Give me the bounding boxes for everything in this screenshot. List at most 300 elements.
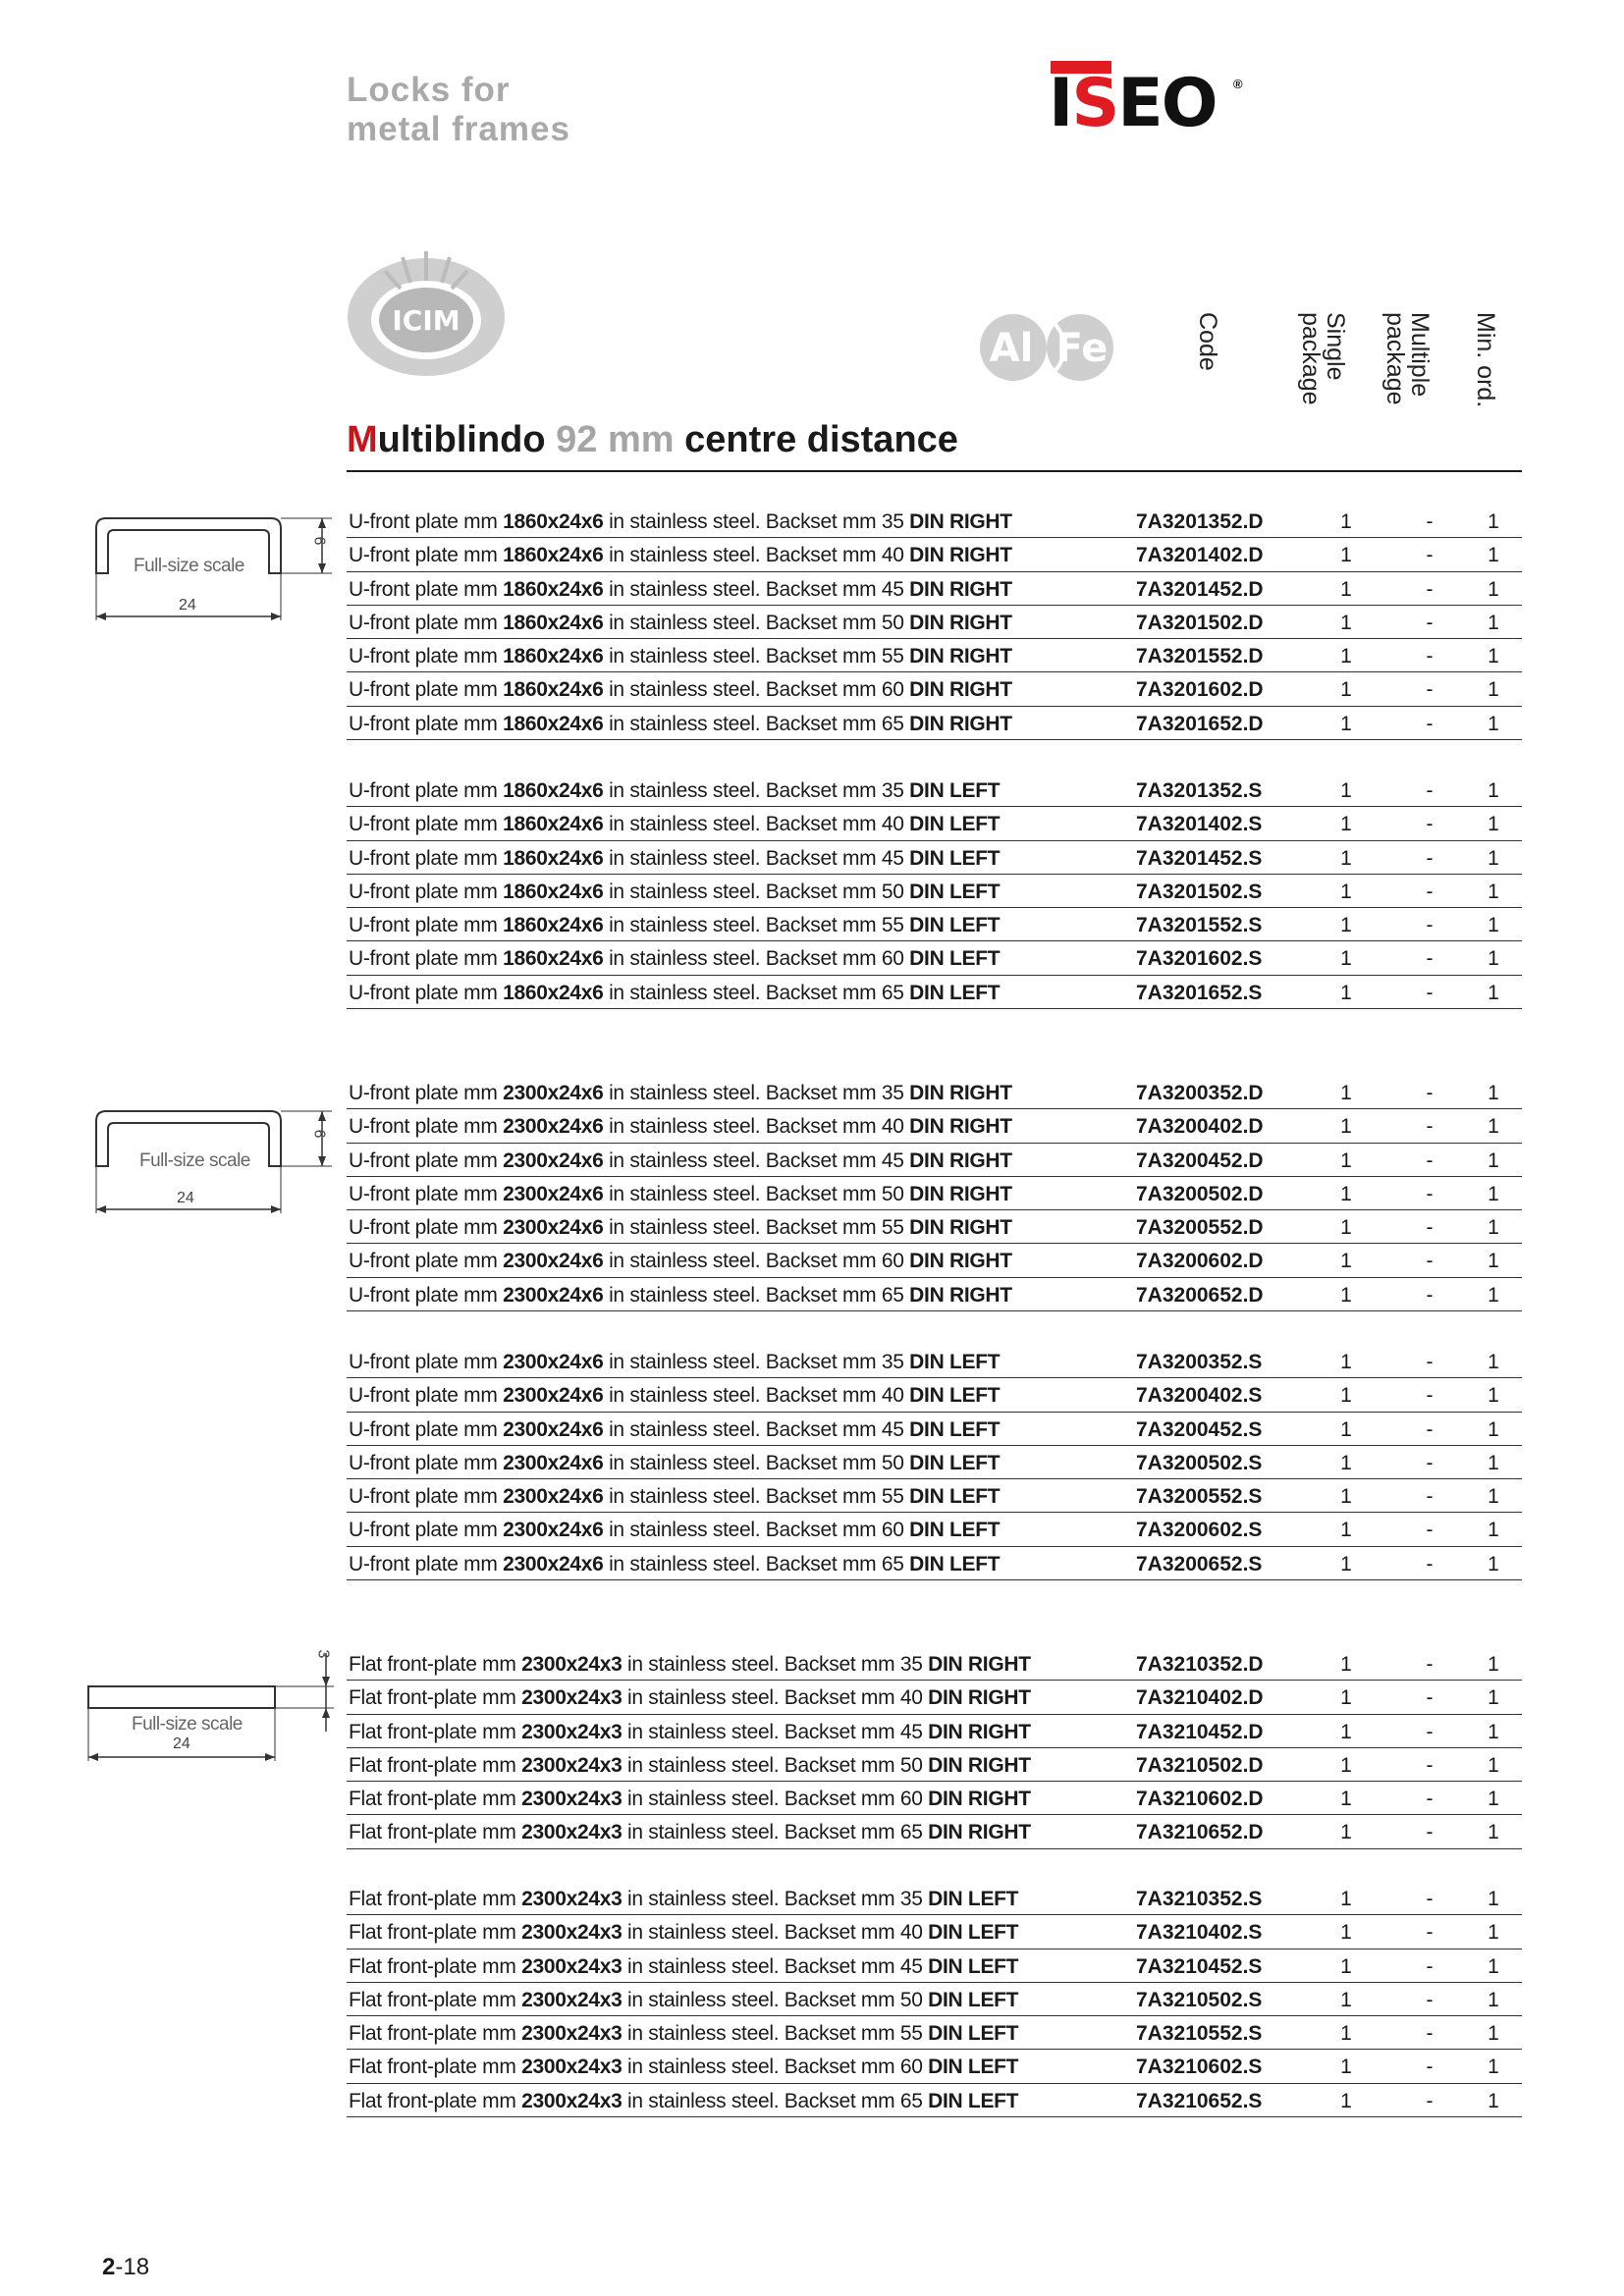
- height-dimension: 6: [310, 1129, 328, 1139]
- catalog-title-line1: Locks for: [347, 71, 511, 109]
- description-prefix: Flat front-plate mm: [349, 1954, 522, 1978]
- product-description: [349, 510, 1012, 534]
- multiple-package: -: [1426, 846, 1434, 870]
- multiple-package: -: [1426, 947, 1434, 971]
- description-prefix: U-front plate mm: [349, 510, 504, 533]
- product-description: [349, 1888, 1018, 1911]
- product-description: [349, 2022, 1018, 2046]
- product-code: 7A3210352.S: [1136, 1888, 1263, 1910]
- description-prefix: U-front plate mm: [349, 1451, 504, 1474]
- table-row: [347, 1715, 1522, 1748]
- product-code: 7A3210452.D: [1136, 1720, 1264, 1743]
- description-side: DIN LEFT: [909, 1384, 1001, 1408]
- product-description: [349, 1351, 1000, 1374]
- table-row: [347, 1109, 1522, 1143]
- column-header-single-text: Single package: [1297, 312, 1349, 405]
- table-row: [347, 841, 1522, 875]
- description-backset: in stainless steel. Backset mm 45: [603, 1417, 910, 1441]
- description-side: DIN LEFT: [909, 813, 1001, 836]
- table-row: [347, 1446, 1522, 1479]
- product-code: 7A3201452.D: [1136, 577, 1264, 601]
- single-package: 1: [1340, 678, 1352, 702]
- single-package: 1: [1340, 1753, 1352, 1777]
- product-description: [349, 847, 1000, 871]
- u-profile-drawing-2: [86, 1107, 342, 1220]
- table-row: [347, 1378, 1522, 1412]
- section-distance: 92 mm: [556, 419, 675, 460]
- section-title-rest: ultiblindo: [377, 419, 546, 460]
- product-group-3: [347, 1076, 1522, 1311]
- description-prefix: Flat front-plate mm: [349, 1753, 522, 1777]
- description-size: 2300x24x3: [521, 2056, 623, 2079]
- product-code: 7A3201402.S: [1136, 813, 1263, 836]
- multiple-package: -: [1426, 544, 1434, 567]
- multiple-package: -: [1426, 1182, 1434, 1205]
- table-row: [347, 1345, 1522, 1378]
- description-size: 2300x24x6: [503, 1283, 604, 1307]
- product-description: [349, 1149, 1012, 1173]
- description-side: DIN LEFT: [909, 947, 1001, 971]
- min-order: 1: [1488, 2022, 1499, 2046]
- min-order: 1: [1488, 1216, 1499, 1240]
- product-description: [349, 1216, 1012, 1240]
- description-side: DIN LEFT: [909, 1485, 1001, 1509]
- product-code: 7A3200652.D: [1136, 1283, 1264, 1307]
- product-description: [349, 1082, 1012, 1105]
- single-package: 1: [1340, 1821, 1352, 1844]
- description-backset: in stainless steel. Backset mm 60: [603, 678, 910, 702]
- single-package: 1: [1340, 981, 1352, 1004]
- multiple-package: -: [1426, 2022, 1434, 2046]
- product-code: 7A3210602.S: [1136, 2056, 1263, 2079]
- description-side: DIN RIGHT: [909, 1182, 1012, 1205]
- product-group-2: [347, 774, 1522, 1009]
- single-package: 1: [1340, 1384, 1352, 1408]
- single-package: 1: [1340, 2056, 1352, 2079]
- multiple-package: -: [1426, 914, 1434, 937]
- description-size: 2300x24x3: [521, 1788, 623, 1811]
- min-order: 1: [1488, 712, 1499, 735]
- scale-label: Full-size scale: [134, 556, 244, 576]
- product-code: 7A3201502.D: [1136, 611, 1264, 634]
- description-size: 1860x24x6: [503, 678, 604, 702]
- product-description: [349, 1183, 1012, 1206]
- multiple-package: -: [1426, 1082, 1434, 1104]
- iseo-logo: [1049, 61, 1245, 142]
- product-description: [349, 1519, 1000, 1542]
- description-prefix: U-front plate mm: [349, 846, 504, 870]
- min-order: 1: [1488, 1082, 1499, 1104]
- description-prefix: Flat front-plate mm: [349, 1888, 522, 1910]
- catalog-title-line2: metal frames: [347, 110, 570, 148]
- single-package: 1: [1340, 712, 1352, 735]
- min-order: 1: [1488, 1115, 1499, 1139]
- description-size: 1860x24x6: [503, 645, 604, 668]
- description-backset: in stainless steel. Backset mm 65: [622, 1821, 929, 1844]
- product-description: [349, 612, 1012, 635]
- table-row: [347, 1815, 1522, 1848]
- table-row: [347, 1144, 1522, 1177]
- description-prefix: U-front plate mm: [349, 1216, 504, 1240]
- description-side: DIN LEFT: [909, 1351, 1001, 1373]
- column-header-multiple-text: Multiple package: [1381, 312, 1434, 405]
- product-description: [349, 914, 1000, 937]
- product-description: [349, 982, 1000, 1005]
- description-prefix: U-front plate mm: [349, 1485, 504, 1509]
- product-code: 7A3210552.S: [1136, 2022, 1263, 2046]
- product-code: 7A3210652.D: [1136, 1821, 1264, 1844]
- multiple-package: -: [1426, 645, 1434, 668]
- min-order: 1: [1488, 611, 1499, 634]
- description-backset: in stainless steel. Backset mm 55: [622, 2022, 929, 2046]
- description-prefix: Flat front-plate mm: [349, 2056, 522, 2079]
- multiple-package: -: [1426, 1653, 1434, 1676]
- description-side: DIN LEFT: [928, 2056, 1019, 2079]
- multiple-package: -: [1426, 678, 1434, 702]
- product-code: 7A3210502.S: [1136, 1988, 1263, 2011]
- product-description: [349, 1989, 1018, 2012]
- page-number: [102, 2254, 149, 2281]
- column-header-single: [1297, 312, 1391, 430]
- single-package: 1: [1340, 1351, 1352, 1373]
- description-backset: in stainless steel. Backset mm 60: [603, 1250, 910, 1273]
- description-prefix: Flat front-plate mm: [349, 2089, 522, 2112]
- min-order: 1: [1488, 947, 1499, 971]
- description-prefix: U-front plate mm: [349, 1115, 504, 1139]
- description-prefix: U-front plate mm: [349, 880, 504, 903]
- description-side: DIN RIGHT: [909, 544, 1012, 567]
- description-prefix: Flat front-plate mm: [349, 1821, 522, 1844]
- table-row: [347, 1681, 1522, 1714]
- description-prefix: U-front plate mm: [349, 981, 504, 1004]
- description-prefix: Flat front-plate mm: [349, 1921, 522, 1945]
- description-side: DIN LEFT: [909, 846, 1001, 870]
- section-title-initial: M: [347, 419, 378, 460]
- min-order: 1: [1488, 1552, 1499, 1575]
- product-description: [349, 779, 1000, 803]
- single-package: 1: [1340, 611, 1352, 634]
- single-package: 1: [1340, 1250, 1352, 1273]
- product-code: 7A3201452.S: [1136, 846, 1263, 870]
- product-code: 7A3200552.S: [1136, 1485, 1263, 1509]
- description-side: DIN LEFT: [909, 779, 1001, 802]
- multiple-package: -: [1426, 1250, 1434, 1273]
- single-package: 1: [1340, 1451, 1352, 1474]
- product-code: 7A3201652.S: [1136, 981, 1263, 1004]
- description-prefix: Flat front-plate mm: [349, 1788, 522, 1811]
- description-size: 2300x24x3: [521, 2022, 623, 2046]
- description-size: 2300x24x6: [503, 1148, 604, 1172]
- description-prefix: U-front plate mm: [349, 947, 504, 971]
- product-description: [349, 1788, 1031, 1811]
- single-package: 1: [1340, 1283, 1352, 1307]
- product-code: 7A3200502.S: [1136, 1451, 1263, 1474]
- table-row: [347, 1076, 1522, 1109]
- description-backset: in stainless steel. Backset mm 55: [603, 914, 910, 937]
- scale-label: Full-size scale: [132, 1714, 243, 1735]
- flat-profile-drawing: [86, 1645, 342, 1768]
- min-order: 1: [1488, 1283, 1499, 1307]
- product-code: 7A3200402.S: [1136, 1384, 1263, 1408]
- table-row: [347, 1882, 1522, 1915]
- description-backset: in stainless steel. Backset mm 50: [603, 1182, 910, 1205]
- product-group-4: [347, 1345, 1522, 1580]
- icim-seal-icon: [344, 243, 511, 381]
- description-size: 1860x24x6: [503, 880, 604, 903]
- al-fe-material-icon: [978, 312, 1125, 383]
- single-package: 1: [1340, 1519, 1352, 1542]
- description-size: 2300x24x3: [521, 1720, 623, 1743]
- description-backset: in stainless steel. Backset mm 35: [622, 1653, 929, 1676]
- product-description: [349, 1955, 1018, 1979]
- description-size: 2300x24x6: [503, 1384, 604, 1408]
- description-size: 2300x24x6: [503, 1485, 604, 1509]
- scale-label: Full-size scale: [139, 1150, 250, 1171]
- multiple-package: -: [1426, 510, 1434, 533]
- min-order: 1: [1488, 1451, 1499, 1474]
- description-side: DIN RIGHT: [909, 1148, 1012, 1172]
- description-size: 2300x24x6: [503, 1115, 604, 1139]
- width-dimension: 24: [173, 1735, 190, 1752]
- product-code: 7A3210452.S: [1136, 1954, 1263, 1978]
- description-backset: in stainless steel. Backset mm 40: [603, 813, 910, 836]
- product-description: [349, 881, 1000, 904]
- table-row: [347, 2084, 1522, 2117]
- table-row: [347, 538, 1522, 571]
- description-size: 2300x24x6: [503, 1417, 604, 1441]
- product-code: 7A3200352.S: [1136, 1351, 1263, 1373]
- description-prefix: Flat front-plate mm: [349, 1988, 522, 2011]
- product-code: 7A3201602.S: [1136, 947, 1263, 971]
- single-package: 1: [1340, 1115, 1352, 1139]
- description-side: DIN LEFT: [909, 880, 1001, 903]
- product-code: 7A3201352.S: [1136, 779, 1263, 802]
- description-backset: in stainless steel. Backset mm 50: [603, 1451, 910, 1474]
- description-size: 2300x24x3: [521, 1821, 623, 1844]
- table-row: [347, 1915, 1522, 1949]
- single-package: 1: [1340, 544, 1352, 567]
- description-size: 2300x24x3: [521, 1921, 623, 1945]
- description-backset: in stainless steel. Backset mm 60: [603, 1519, 910, 1542]
- min-order: 1: [1488, 1485, 1499, 1509]
- multiple-package: -: [1426, 779, 1434, 802]
- icim-label: ICIM: [392, 304, 460, 337]
- min-order: 1: [1488, 510, 1499, 533]
- description-side: DIN RIGHT: [909, 577, 1012, 601]
- description-backset: in stainless steel. Backset mm 40: [603, 544, 910, 567]
- product-description: [349, 1921, 1018, 1945]
- material-fe: Fe: [1056, 326, 1109, 371]
- description-backset: in stainless steel. Backset mm 45: [603, 577, 910, 601]
- description-backset: in stainless steel. Backset mm 40: [603, 1384, 910, 1408]
- product-description: [349, 2056, 1018, 2079]
- description-side: DIN RIGHT: [909, 510, 1012, 533]
- single-package: 1: [1340, 1921, 1352, 1945]
- logo-part2: EO: [1117, 65, 1217, 142]
- description-prefix: U-front plate mm: [349, 914, 504, 937]
- description-side: DIN LEFT: [928, 1921, 1019, 1945]
- multiple-package: -: [1426, 2089, 1434, 2112]
- min-order: 1: [1488, 846, 1499, 870]
- description-backset: in stainless steel. Backset mm 40: [603, 1115, 910, 1139]
- product-description: [349, 1821, 1031, 1844]
- product-description: [349, 1686, 1031, 1710]
- single-package: 1: [1340, 1788, 1352, 1811]
- description-side: DIN RIGHT: [909, 611, 1012, 634]
- product-description: [349, 1115, 1012, 1139]
- product-description: [349, 1284, 1012, 1308]
- multiple-package: -: [1426, 1283, 1434, 1307]
- product-description: [349, 1653, 1031, 1677]
- table-row: [347, 1547, 1522, 1580]
- description-prefix: U-front plate mm: [349, 544, 504, 567]
- product-group-1: [347, 505, 1522, 740]
- description-size: 1860x24x6: [503, 712, 604, 735]
- description-backset: in stainless steel. Backset mm 55: [603, 1216, 910, 1240]
- description-prefix: U-front plate mm: [349, 1417, 504, 1441]
- table-row: [347, 774, 1522, 807]
- description-backset: in stainless steel. Backset mm 40: [622, 1686, 929, 1710]
- description-side: DIN RIGHT: [909, 712, 1012, 735]
- min-order: 1: [1488, 1720, 1499, 1743]
- product-code: 7A3200452.S: [1136, 1417, 1263, 1441]
- description-prefix: Flat front-plate mm: [349, 1653, 522, 1676]
- single-package: 1: [1340, 1148, 1352, 1172]
- description-backset: in stainless steel. Backset mm 65: [603, 1283, 910, 1307]
- single-package: 1: [1340, 779, 1352, 802]
- table-row: [347, 606, 1522, 639]
- multiple-package: -: [1426, 611, 1434, 634]
- min-order: 1: [1488, 914, 1499, 937]
- product-description: [349, 813, 1000, 836]
- u-profile-drawing-1: [86, 514, 342, 627]
- table-row: [347, 707, 1522, 740]
- min-order: 1: [1488, 779, 1499, 802]
- single-package: 1: [1340, 2022, 1352, 2046]
- description-side: DIN RIGHT: [928, 1753, 1031, 1777]
- product-code: 7A3201652.D: [1136, 712, 1264, 735]
- single-package: 1: [1340, 1686, 1352, 1710]
- min-order: 1: [1488, 1653, 1499, 1676]
- min-order: 1: [1488, 1148, 1499, 1172]
- min-order: 1: [1488, 1351, 1499, 1373]
- multiple-package: -: [1426, 1788, 1434, 1811]
- table-row: [347, 2050, 1522, 2083]
- description-side: DIN LEFT: [909, 1552, 1001, 1575]
- description-size: 2300x24x6: [503, 1216, 604, 1240]
- description-backset: in stainless steel. Backset mm 45: [603, 1148, 910, 1172]
- table-row: [347, 1413, 1522, 1446]
- column-header-code: [1175, 312, 1264, 430]
- table-row: [347, 672, 1522, 706]
- section-title: [347, 417, 958, 462]
- description-size: 2300x24x6: [503, 1250, 604, 1273]
- min-order: 1: [1488, 1250, 1499, 1273]
- multiple-package: -: [1426, 1485, 1434, 1509]
- table-row: [347, 1748, 1522, 1782]
- description-side: DIN LEFT: [909, 914, 1001, 937]
- min-order: 1: [1488, 1821, 1499, 1844]
- description-backset: in stainless steel. Backset mm 50: [622, 1988, 929, 2011]
- table-row: [347, 505, 1522, 538]
- min-order: 1: [1488, 1988, 1499, 2011]
- description-size: 2300x24x6: [503, 1082, 604, 1104]
- min-order: 1: [1488, 2056, 1499, 2079]
- single-package: 1: [1340, 1182, 1352, 1205]
- multiple-package: -: [1426, 813, 1434, 836]
- table-row: [347, 1782, 1522, 1815]
- product-description: [349, 713, 1012, 736]
- description-size: 1860x24x6: [503, 914, 604, 937]
- single-package: 1: [1340, 880, 1352, 903]
- description-size: 1860x24x6: [503, 846, 604, 870]
- table-row: [347, 875, 1522, 908]
- description-side: DIN LEFT: [928, 2022, 1019, 2046]
- single-package: 1: [1340, 947, 1352, 971]
- product-description: [349, 2090, 1018, 2113]
- flat-profile-icon: [86, 1645, 342, 1763]
- description-size: 2300x24x3: [521, 1888, 623, 1910]
- description-side: DIN RIGHT: [909, 678, 1012, 702]
- multiple-package: -: [1426, 1821, 1434, 1844]
- width-dimension: 24: [177, 1190, 194, 1206]
- multiple-package: -: [1426, 981, 1434, 1004]
- multiple-package: -: [1426, 1115, 1434, 1139]
- single-package: 1: [1340, 2089, 1352, 2112]
- description-size: 2300x24x6: [503, 1182, 604, 1205]
- description-size: 2300x24x3: [521, 1753, 623, 1777]
- product-code: 7A3201552.S: [1136, 914, 1263, 937]
- description-size: 2300x24x3: [521, 1954, 623, 1978]
- multiple-package: -: [1426, 1686, 1434, 1710]
- product-code: 7A3210602.D: [1136, 1788, 1264, 1811]
- min-order: 1: [1488, 1753, 1499, 1777]
- description-size: 2300x24x3: [521, 1988, 623, 2011]
- product-code: 7A3210352.D: [1136, 1653, 1264, 1676]
- description-prefix: U-front plate mm: [349, 645, 504, 668]
- multiple-package: -: [1426, 1216, 1434, 1240]
- description-side: DIN RIGHT: [909, 1216, 1012, 1240]
- product-code: 7A3210652.S: [1136, 2089, 1263, 2112]
- material-badges: [978, 312, 1125, 383]
- description-side: DIN RIGHT: [909, 1115, 1012, 1139]
- product-description: [349, 578, 1012, 602]
- min-order: 1: [1488, 1788, 1499, 1811]
- product-description: [349, 1418, 1000, 1442]
- single-package: 1: [1340, 1653, 1352, 1676]
- logo-part1: I: [1049, 65, 1072, 142]
- description-size: 1860x24x6: [503, 544, 604, 567]
- description-prefix: U-front plate mm: [349, 779, 504, 802]
- description-backset: in stainless steel. Backset mm 45: [622, 1720, 929, 1743]
- product-code: 7A3201352.D: [1136, 510, 1264, 533]
- description-backset: in stainless steel. Backset mm 40: [622, 1921, 929, 1945]
- description-prefix: Flat front-plate mm: [349, 1686, 522, 1710]
- description-backset: in stainless steel. Backset mm 35: [603, 1082, 910, 1104]
- product-code: 7A3200652.S: [1136, 1552, 1263, 1575]
- description-prefix: U-front plate mm: [349, 577, 504, 601]
- product-code: 7A3200402.D: [1136, 1115, 1264, 1139]
- product-code: 7A3201602.D: [1136, 678, 1264, 702]
- description-backset: in stainless steel. Backset mm 45: [622, 1954, 929, 1978]
- description-prefix: U-front plate mm: [349, 1250, 504, 1273]
- description-backset: in stainless steel. Backset mm 55: [603, 1485, 910, 1509]
- description-side: DIN RIGHT: [928, 1821, 1031, 1844]
- description-side: DIN LEFT: [909, 981, 1001, 1004]
- product-code: 7A3200502.D: [1136, 1182, 1264, 1205]
- description-backset: in stainless steel. Backset mm 45: [603, 846, 910, 870]
- logo-accent: S: [1071, 65, 1118, 142]
